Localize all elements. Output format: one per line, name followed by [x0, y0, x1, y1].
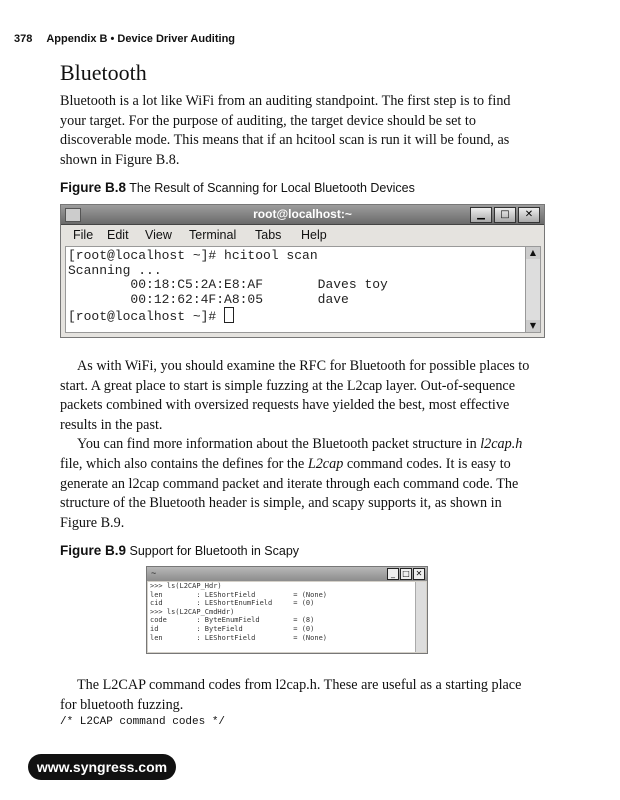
figure-b8-label: Figure B.8 [60, 180, 127, 195]
menu-tabs[interactable]: Tabs [255, 228, 282, 242]
menu-help[interactable]: Help [301, 228, 327, 242]
footer-url[interactable]: www.syngress.com [28, 754, 176, 780]
menu-view[interactable]: View [145, 228, 172, 242]
menu-terminal[interactable]: Terminal [189, 228, 237, 242]
figure-b8-caption-text: The Result of Scanning for Local Bluetooth Devices [129, 181, 415, 195]
terminal-line: [root@localhost ~]# hcitool scan [68, 248, 318, 263]
paragraph-intro-text: Bluetooth is a lot like WiFi from an auditing standpoint. The first step is to find your target. For the purpose of auditing, the target device should be set to discoverable mode. This means that if an hcitool scan is run it will be found, as shown in Figure B.8. [60, 93, 511, 168]
text-run: You can find more information about the Bluetooth packet structure in [77, 436, 481, 453]
scapy-line: len : LEShortField = (None) [150, 633, 328, 642]
maximize-icon[interactable]: □ [494, 207, 516, 223]
terminal-title: root@localhost:~ [253, 207, 352, 221]
filename-l2cap-h: l2cap.h [480, 436, 523, 453]
term-l2cap: L2cap [307, 455, 344, 472]
text-run: command codes. It is easy to generate an l2cap command packet and iterate through each command code. The structure of the Bluetooth header is simple, and scapy supports it, as shown in Figure B.9. [60, 455, 519, 531]
paragraph-codes [60, 676, 540, 715]
scapy-scrollbar[interactable] [415, 582, 426, 652]
scapy-output[interactable] [148, 582, 415, 652]
text-run: file, which also contains the defines for the [60, 455, 308, 472]
paragraph-rfc: As with WiFi, you should examine the RFC for Bluetooth for possible places to start. A great place to start is simple fuzzing at the L2cap layer. Out-of-sequence packets combined with oversized requests have yielded the best, most effective results in the past. [60, 358, 530, 433]
minimize-icon[interactable]: ▁ [470, 207, 492, 223]
scapy-line: id : ByteField = (0) [150, 624, 315, 633]
scroll-down-icon[interactable]: ▼ [526, 320, 540, 332]
terminal-line: 00:12:62:4F:A8:05 dave [68, 291, 349, 307]
terminal-titlebar[interactable] [61, 205, 544, 225]
figure-b9-label: Figure B.9 [60, 543, 127, 558]
paragraph-l2cap [60, 435, 540, 533]
scroll-up-icon[interactable]: ▲ [526, 247, 540, 259]
code-comment: /* L2CAP command codes */ [60, 716, 226, 728]
minimize-icon[interactable]: _ [387, 568, 399, 580]
figure-b9-caption [60, 543, 299, 558]
scapy-line: >>> ls(L2CAP_CmdHdr) [150, 607, 235, 616]
terminal-scrollbar[interactable] [525, 246, 541, 333]
scapy-line: code : ByteEnumField = (8) [150, 616, 315, 625]
terminal-prompt: [root@localhost ~]# [68, 309, 225, 324]
scapy-titlebar[interactable] [147, 567, 427, 581]
terminal-output[interactable] [65, 246, 526, 333]
paragraph-intro [60, 92, 540, 170]
close-icon[interactable]: ✕ [518, 207, 540, 223]
running-title: Appendix B • Device Driver Auditing [46, 33, 236, 45]
text-cursor [224, 307, 234, 323]
paragraph-codes-text: The L2CAP command codes from l2cap.h. These are useful as a starting place for bluetooth fuzzing. [60, 677, 522, 713]
terminal-line: 00:18:C5:2A:E8:AF Daves toy [68, 277, 388, 292]
figure-b8-caption [60, 180, 415, 195]
scapy-window [146, 566, 428, 654]
body-text [60, 357, 540, 533]
scapy-line: >>> ls(L2CAP_Hdr) [150, 582, 222, 590]
running-header [14, 33, 235, 45]
terminal-prompt-line [68, 307, 525, 325]
maximize-icon[interactable]: □ [400, 568, 412, 580]
scapy-line: len : LEShortField = (None) [150, 590, 328, 599]
menu-edit[interactable]: Edit [107, 228, 129, 242]
terminal-line: Scanning ... [68, 262, 162, 278]
menu-file[interactable]: File [73, 228, 94, 242]
scapy-line: cid : LEShortEnumField = (0) [150, 599, 315, 608]
close-icon[interactable]: ✕ [413, 568, 425, 580]
terminal-menubar [61, 225, 544, 245]
terminal-window [60, 204, 545, 338]
figure-b9-caption-text: Support for Bluetooth in Scapy [129, 544, 300, 558]
page-number: 378 [14, 33, 33, 45]
scapy-title: ~ [151, 568, 157, 578]
section-title: Bluetooth [60, 60, 147, 85]
